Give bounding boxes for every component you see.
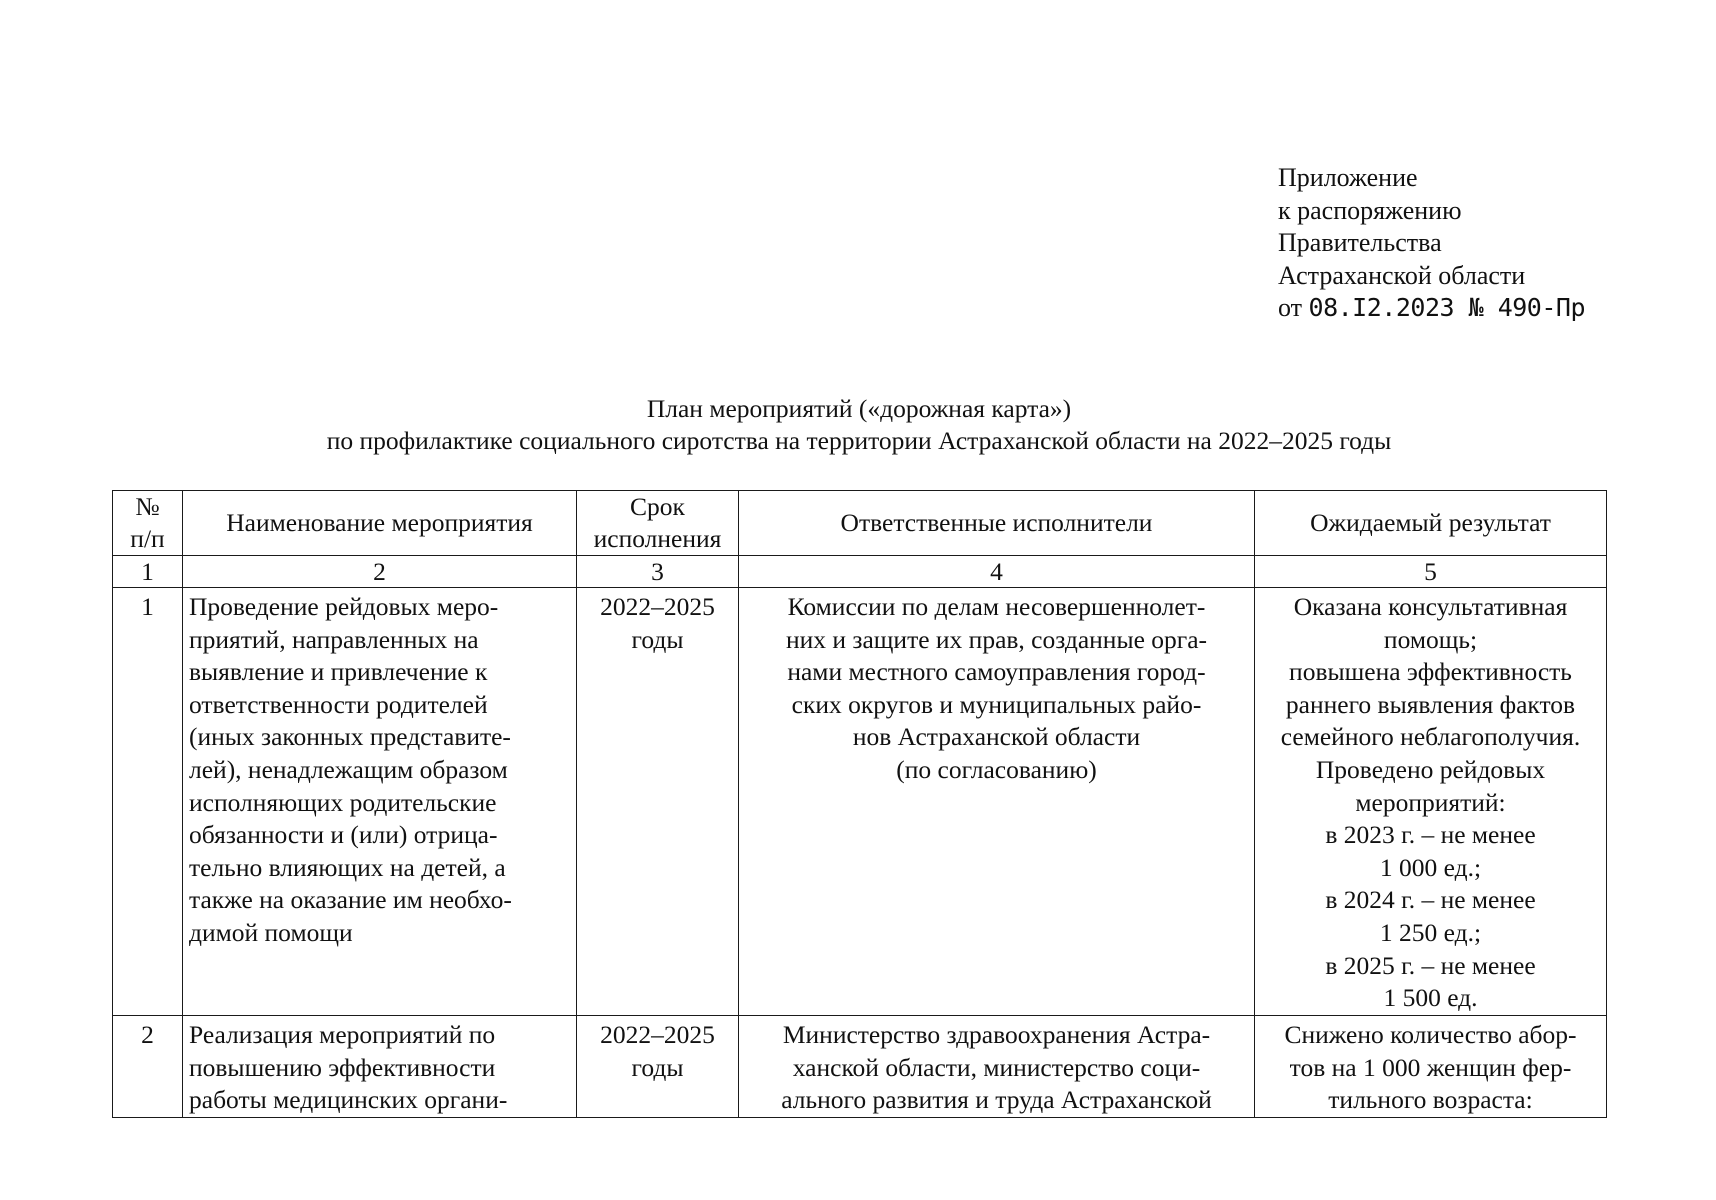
appendix-line: Приложение: [1278, 163, 1418, 192]
appendix-line: Правительства: [1278, 228, 1442, 257]
table-header-row: [113, 491, 1607, 556]
appendix-date-line: [1278, 292, 1585, 325]
event-name-cell: Реализация мероприятий по повышению эффективности работы медицинских органи-: [183, 1016, 577, 1118]
header-result: Ожидаемый результат: [1255, 491, 1607, 556]
table-row: [113, 588, 1607, 1016]
title-line-1: План мероприятий («дорожная карта»): [646, 394, 1072, 423]
column-number: 1: [113, 556, 183, 588]
appendix-line: Астраханской области: [1278, 260, 1526, 290]
appendix-block: [1278, 162, 1585, 325]
appendix-date-prefix: от: [1278, 293, 1303, 322]
column-number: 2: [183, 556, 577, 588]
responsible-cell: Министерство здравоохранения Астра- ханской области, министерство соци- ального развития и труда Астраханской: [739, 1016, 1255, 1118]
appendix-date-value: 08.I2.2023 № 490-Пр: [1308, 293, 1586, 322]
plan-table: [112, 490, 1607, 1118]
result-cell: Оказана консультативная помощь; повышена эффективность раннего выявления фактов семейного неблагополучия. Проведено рейдовых мероприятий: в 2023 г. – не менее 1 000 ед.; в 2024 г. – не менее 1 250 ед.; в 2025 г. – не менее 1 500 ед.: [1255, 588, 1607, 1016]
title-line-2: по профилактике социального сиротства на территории Астраханской области на 2022–2025 годы: [326, 426, 1392, 455]
document-title: [112, 393, 1606, 457]
appendix-line: к распоряжению: [1278, 195, 1462, 225]
header-responsible: Ответственные исполнители: [739, 491, 1255, 556]
result-cell: Снижено количество абор- тов на 1 000 женщин фер- тильного возраста:: [1255, 1016, 1607, 1118]
column-number: 3: [577, 556, 739, 588]
header-name: Наименование мероприятия: [183, 491, 577, 556]
event-name-cell: Проведение рейдовых меро- приятий, направленных на выявление и привлечение к ответственности родителей (иных законных представите- лей), ненадлежащим образом исполняющих родительские обязанности и (или) отрица- тельно влияющих на детей, а также на оказание им необхо- димой помощи: [183, 588, 577, 1016]
row-number: 2: [113, 1016, 183, 1118]
responsible-cell: Комиссии по делам несовершеннолет- них и защите их прав, созданные орга- нами местного самоуправления город- ских округов и муниципальных райо- нов Астраханской области (по согласованию): [739, 588, 1255, 1016]
header-term: Срок исполнения: [577, 491, 739, 556]
term-cell: 2022–2025 годы: [577, 1016, 739, 1118]
table-row: [113, 1016, 1607, 1118]
term-cell: 2022–2025 годы: [577, 588, 739, 1016]
header-num: № п/п: [113, 491, 183, 556]
column-number-row: [113, 556, 1607, 588]
column-number: 4: [739, 556, 1255, 588]
row-number: 1: [113, 588, 183, 1016]
column-number: 5: [1255, 556, 1607, 588]
